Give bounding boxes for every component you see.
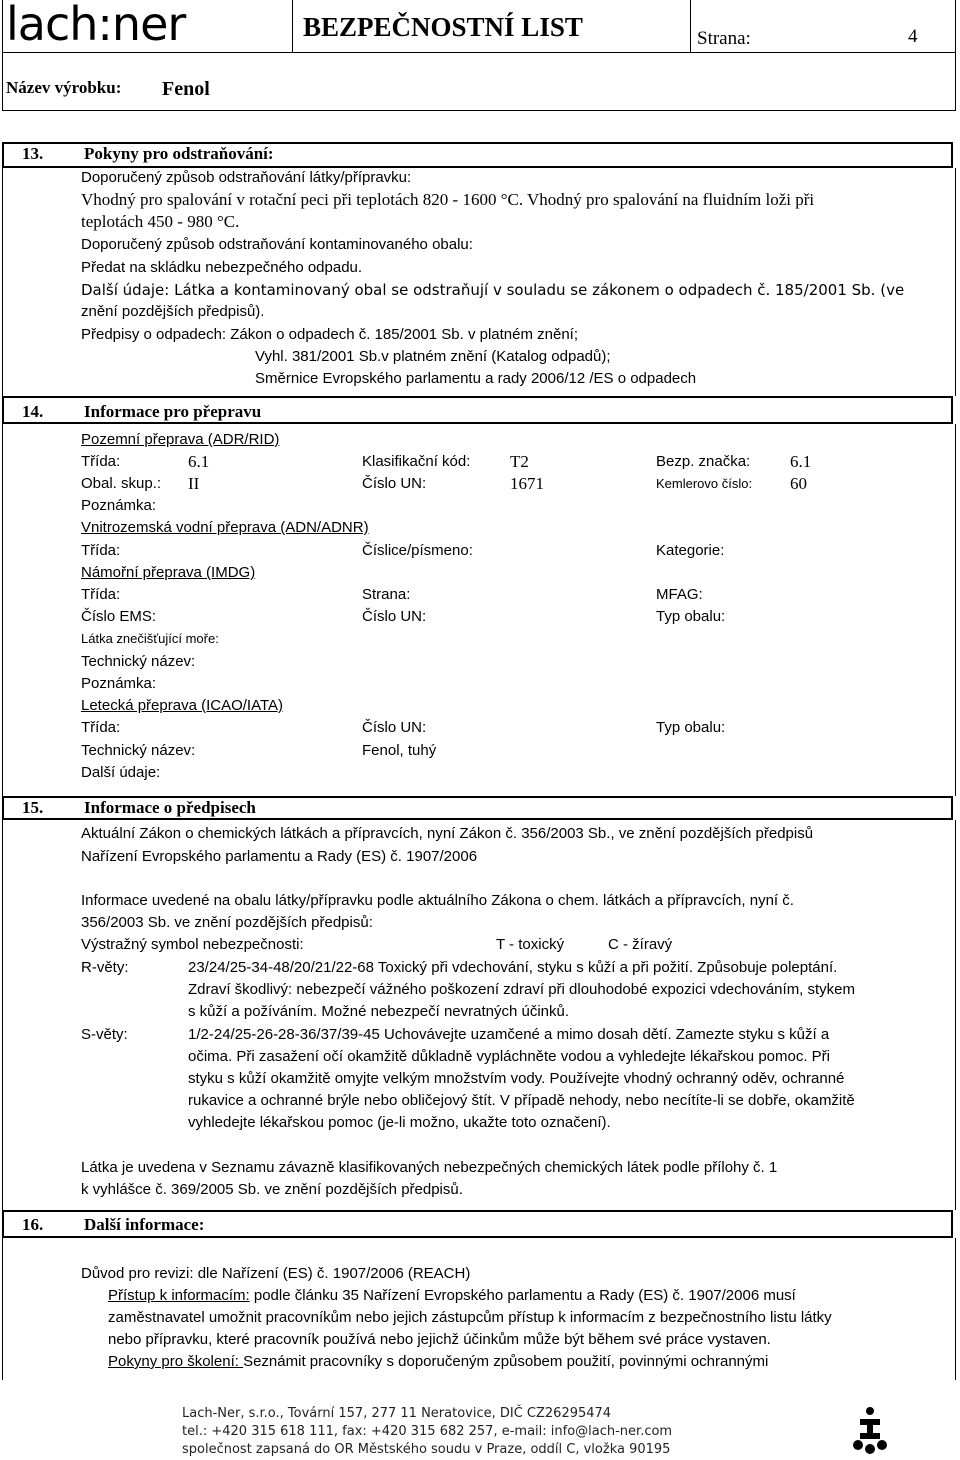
section-border (2, 168, 3, 396)
header-border (2, 0, 3, 110)
section-border (2, 424, 3, 796)
text-line: 1/2-24/25-26-28-36/37/39-45 Uchovávejte uzamčené a mimo dosah dětí. Zamezte styku s kůží a (188, 1026, 830, 1043)
section-14-header (2, 396, 953, 424)
footer-line: Lach-Ner, s.r.o., Tovární 157, 277 11 Neratovice, DIČ CZ26295474 (182, 1406, 612, 1421)
product-name-label: Název výrobku: (6, 78, 122, 97)
text-line: znění pozdějších předpisů). (81, 303, 265, 320)
section-title: Informace o předpisech (84, 798, 256, 817)
field-label: Látka znečišťující moře: (81, 631, 219, 646)
field-label: MFAG: (656, 586, 703, 603)
text-line: Výstražný symbol nebezpečnosti: (81, 936, 304, 953)
subheading: Letecká přeprava (ICAO/IATA) (81, 697, 284, 714)
document-title: BEZPEČNOSTNÍ LIST (303, 12, 583, 42)
field-label: Bezp. značka: (656, 453, 751, 470)
text-line: rukavice a ochranné brýle nebo obličejový štít. V případě nehody, nebo necítíte-li se dobře, okamžitě (188, 1092, 855, 1109)
field-label: Číslo UN: (362, 475, 427, 492)
text-line: s kůží a požíváním. Možné nebezpečí nevratných účinků. (188, 1003, 570, 1020)
text-line: Důvod pro revizi: dle Nařízení (ES) č. 1907/2006 (REACH) (81, 1265, 471, 1282)
text-line: Látka je uvedena v Seznamu závazně klasifikovaných nebezpečných chemických látek podle přílohy č. 1 (81, 1159, 778, 1176)
header-divider (690, 0, 691, 52)
field-value: Fenol, tuhý (362, 742, 437, 759)
field-label: Poznámka: (81, 497, 157, 514)
header-divider (292, 0, 293, 52)
header-divider (2, 52, 956, 53)
field-value: T2 (510, 452, 529, 471)
subheading: Pozemní přeprava (ADR/RID) (81, 431, 280, 448)
text-line: Vhodný pro spalování v rotační peci při teplotách 820 - 1600 °C. Vhodný pro spalování na fluidním loži při (81, 190, 815, 209)
header-divider (2, 110, 956, 111)
text-line: k vyhlášce č. 369/2005 Sb. ve znění pozdějších předpisů. (81, 1181, 463, 1198)
section-number: 14. (22, 402, 44, 421)
text-line: Směrnice Evropského parlamentu a rady 2006/12 /ES o odpadech (255, 370, 697, 387)
section-border (955, 1238, 956, 1380)
section-number: 16. (22, 1215, 44, 1234)
text-line: Informace uvedené na obalu látky/přípravku podle aktuálního Zákona o chem. látkách a přípravcích, nyní č. (81, 892, 794, 909)
field-label: Poznámka: (81, 675, 157, 692)
field-value: 60 (790, 474, 807, 493)
text-line: Další údaje: Látka a kontaminovaný obal se odstraňují v souladu se zákonem o odpadech č. 185/2001 Sb. (ve (81, 281, 905, 299)
section-title: Informace pro přepravu (84, 402, 262, 421)
text-line: teplotách 450 - 980 °C. (81, 212, 240, 231)
text-line: Doporučený způsob odstraňování kontaminovaného obalu: (81, 236, 473, 253)
text-line: Předpisy o odpadech: Zákon o odpadech č. 185/2001 Sb. v platném znění; (81, 326, 579, 343)
company-logo: lach:ner (6, 0, 186, 51)
section-border (2, 1238, 3, 1380)
field-label: Třída: (81, 719, 121, 736)
inline-heading: Přístup k informacím: (108, 1287, 250, 1304)
section-15-header (2, 796, 953, 820)
text-line: 23/24/25-34-48/20/21/22-68 Toxický při vdechování, styku s kůží a při požití. Způsobuje poleptání. (188, 959, 838, 976)
text-line: Vyhl. 381/2001 Sb.v platném znění (Katalog odpadů); (255, 348, 611, 365)
text-line: styku s kůží okamžitě omyjte velkým množstvím vody. Používejte vhodný ochranný oděv, ochranné (188, 1070, 845, 1087)
text-line: Doporučený způsob odstraňování látky/přípravku: (81, 169, 412, 186)
text-line: Předat na skládku nebezpečného odpadu. (81, 259, 363, 276)
field-value: 6.1 (188, 452, 210, 471)
field-label: Číslice/písmeno: (362, 542, 473, 559)
product-name-value: Fenol (162, 78, 210, 100)
subheading: Vnitrozemská vodní přeprava (ADN/ADNR) (81, 519, 369, 536)
footer-line: tel.: +420 315 618 111, fax: +420 315 682 257, e-mail: info@lach-ner.com (182, 1424, 673, 1439)
field-label: Další údaje: (81, 764, 161, 781)
section-title: Další informace: (84, 1215, 205, 1234)
field-label: Technický název: (81, 742, 196, 759)
field-label: Třída: (81, 586, 121, 603)
page-number: 4 (908, 26, 918, 47)
text-line: 356/2003 Sb. ve znění pozdějších předpisů: (81, 914, 373, 931)
field-label: Strana: (362, 586, 411, 603)
section-border (2, 820, 3, 1210)
section-13-header (2, 142, 953, 168)
hazard-symbol: C - žíravý (608, 936, 673, 953)
page-label: Strana: (697, 28, 751, 49)
footer-line: společnost zapsaná do OR Městského soudu v Praze, oddíl C, vložka 90195 (182, 1442, 671, 1457)
section-border (955, 424, 956, 796)
text-line (108, 1351, 768, 1373)
section-number: 15. (22, 798, 44, 817)
text-line: očima. Při zasažení očí okamžitě důkladně vypláchněte vodou a vyhledejte lékařskou pomoc. Při (188, 1048, 831, 1065)
text-line: Aktuální Zákon o chemických látkách a přípravcích, nyní Zákon č. 356/2003 Sb., ve znění pozdějších předpisů (81, 825, 814, 842)
field-label: Číslo UN: (362, 719, 427, 736)
section-border (955, 820, 956, 1210)
field-value: II (188, 474, 200, 493)
text-line: nebo přípravku, které pracovník používá nebo jejichž účinkům může být během své práce vystaven. (108, 1331, 771, 1348)
field-label: R-věty: (81, 959, 129, 976)
field-label: Číslo EMS: (81, 608, 157, 625)
field-label: Obal. skup.: (81, 475, 162, 492)
field-label: Typ obalu: (656, 608, 726, 625)
field-label: Technický název: (81, 653, 196, 670)
subheading: Námořní přeprava (IMDG) (81, 564, 256, 581)
field-value: 6.1 (790, 452, 812, 471)
section-border (955, 168, 956, 396)
field-label: Kemlerovo číslo: (656, 476, 753, 491)
field-label: Kategorie: (656, 542, 725, 559)
text-line: vyhledejte lékařskou pomoc (je-li možno, ukažte toto označení). (188, 1114, 611, 1131)
field-label: Třída: (81, 542, 121, 559)
text-span: podle článku 35 Nařízení Evropského parlamentu a Rady (ES) č. 1907/2006 musí (249, 1287, 796, 1304)
field-label: Třída: (81, 453, 121, 470)
section-16-header (2, 1210, 953, 1238)
header-border (955, 0, 956, 110)
text-line: Zdraví škodlivý: nebezpečí vážného poškození zdraví při dlouhodobé expozici vdechováním, stykem (188, 981, 856, 998)
section-title: Pokyny pro odstraňování: (84, 144, 274, 163)
text-span: Seznámit pracovníky s doporučeným způsobem použití, povinnými ochrannými (243, 1353, 769, 1370)
field-label: Číslo UN: (362, 608, 427, 625)
certification-logo-icon (850, 1405, 890, 1455)
field-value: 1671 (510, 474, 544, 493)
inline-heading: Pokyny pro školení: (108, 1353, 244, 1370)
text-line: Nařízení Evropského parlamentu a Rady (ES) č. 1907/2006 (81, 848, 478, 865)
field-label: Typ obalu: (656, 719, 726, 736)
field-label: S-věty: (81, 1026, 128, 1043)
hazard-symbol: T - toxický (496, 936, 565, 953)
section-number: 13. (22, 144, 44, 163)
text-line: zaměstnavatel umožnit pracovníkům nebo jejich zástupcům přístup k informacím z bezpečnostního listu látky (108, 1309, 832, 1326)
text-line (108, 1285, 796, 1307)
field-label: Klasifikační kód: (362, 453, 471, 470)
